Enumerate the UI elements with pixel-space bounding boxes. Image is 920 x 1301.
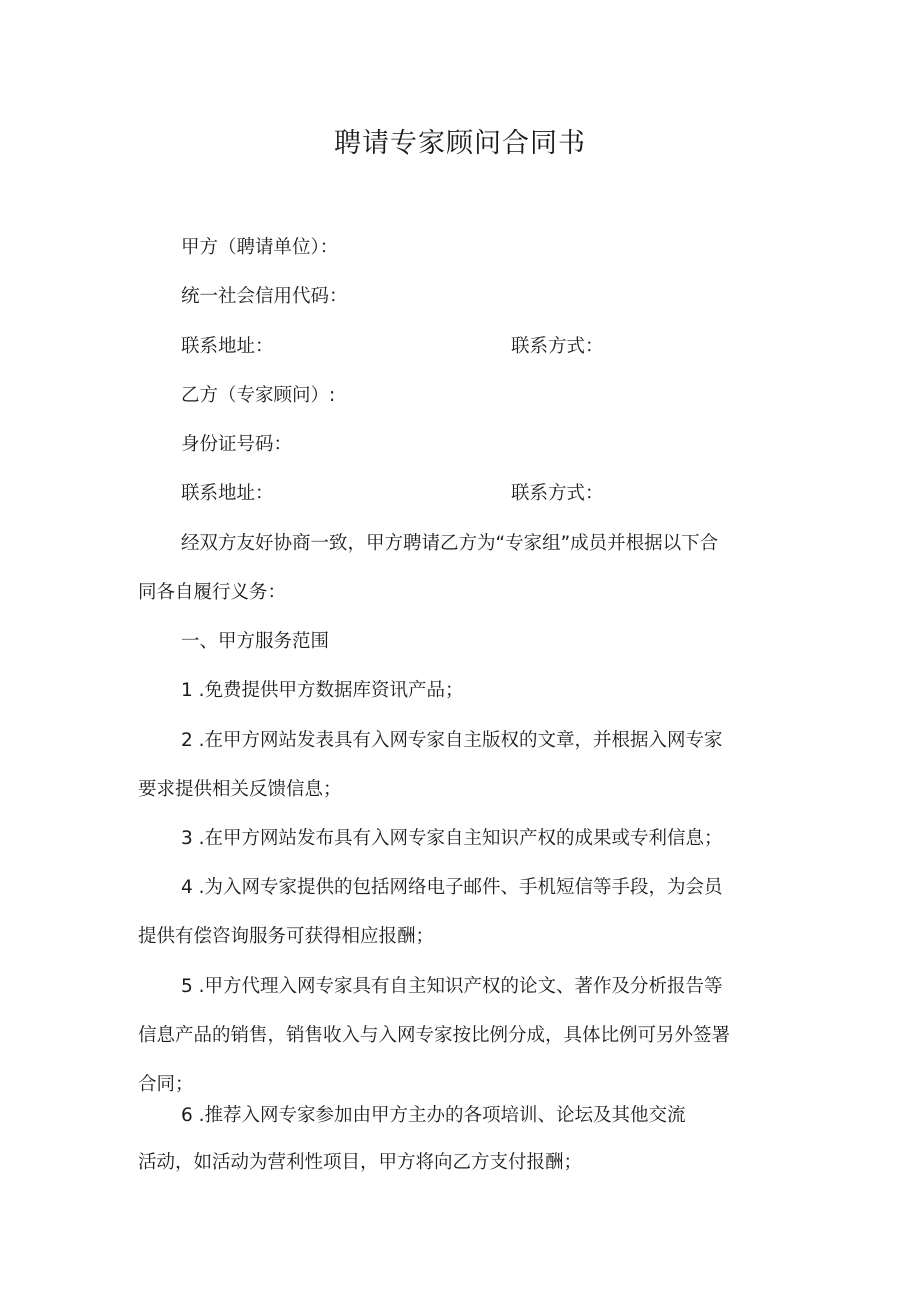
party-b-contact-label: 联系方式： bbox=[511, 483, 604, 504]
item-1: 1 .免费提供甲方数据库资讯产品； bbox=[181, 680, 464, 701]
item-6-line-1: 6 .推荐入网专家参加由甲方主办的各项培训、论坛及其他交流 bbox=[181, 1105, 686, 1126]
item-2-line-2: 要求提供相关反馈信息； bbox=[138, 779, 342, 800]
document-title: 聘请专家顾问合同书 bbox=[334, 128, 586, 159]
item-2-line-1: 2 .在甲方网站发表具有入网专家自主版权的文章，并根据入网专家 bbox=[181, 730, 723, 751]
credit-code-label: 统一社会信用代码： bbox=[181, 286, 348, 307]
id-number-label: 身份证号码： bbox=[181, 434, 293, 455]
item-5-line-3: 合同； bbox=[138, 1074, 194, 1095]
item-5-line-2: 信息产品的销售，销售收入与入网专家按比例分成，具体比例可另外签署 bbox=[138, 1025, 731, 1046]
party-a-label: 甲方（聘请单位）： bbox=[181, 237, 339, 258]
item-4-line-1: 4 .为入网专家提供的包括网络电子邮件、手机短信等手段，为会员 bbox=[181, 877, 723, 898]
item-6-line-2: 活动，如活动为营利性项目，甲方将向乙方支付报酬； bbox=[138, 1152, 583, 1173]
item-3: 3 .在甲方网站发布具有入网专家自主知识产权的成果或专利信息； bbox=[181, 828, 723, 849]
item-4-line-2: 提供有偿咨询服务可获得相应报酬； bbox=[138, 926, 435, 947]
intro-paragraph-line-2: 同各自履行义务： bbox=[138, 582, 287, 603]
party-b-label: 乙方（专家顾问）: bbox=[181, 385, 336, 406]
item-5-line-1: 5 .甲方代理入网专家具有自主知识产权的论文、著作及分析报告等 bbox=[181, 976, 723, 997]
party-a-contact-label: 联系方式： bbox=[511, 336, 604, 357]
party-a-address-label: 联系地址： bbox=[181, 336, 274, 357]
party-b-address-label: 联系地址： bbox=[181, 483, 274, 504]
section-1-heading: 一、甲方服务范围 bbox=[181, 631, 330, 652]
intro-paragraph-line-1: 经双方友好协商一致，甲方聘请乙方为“专家组”成员并根据以下合 bbox=[181, 533, 719, 554]
